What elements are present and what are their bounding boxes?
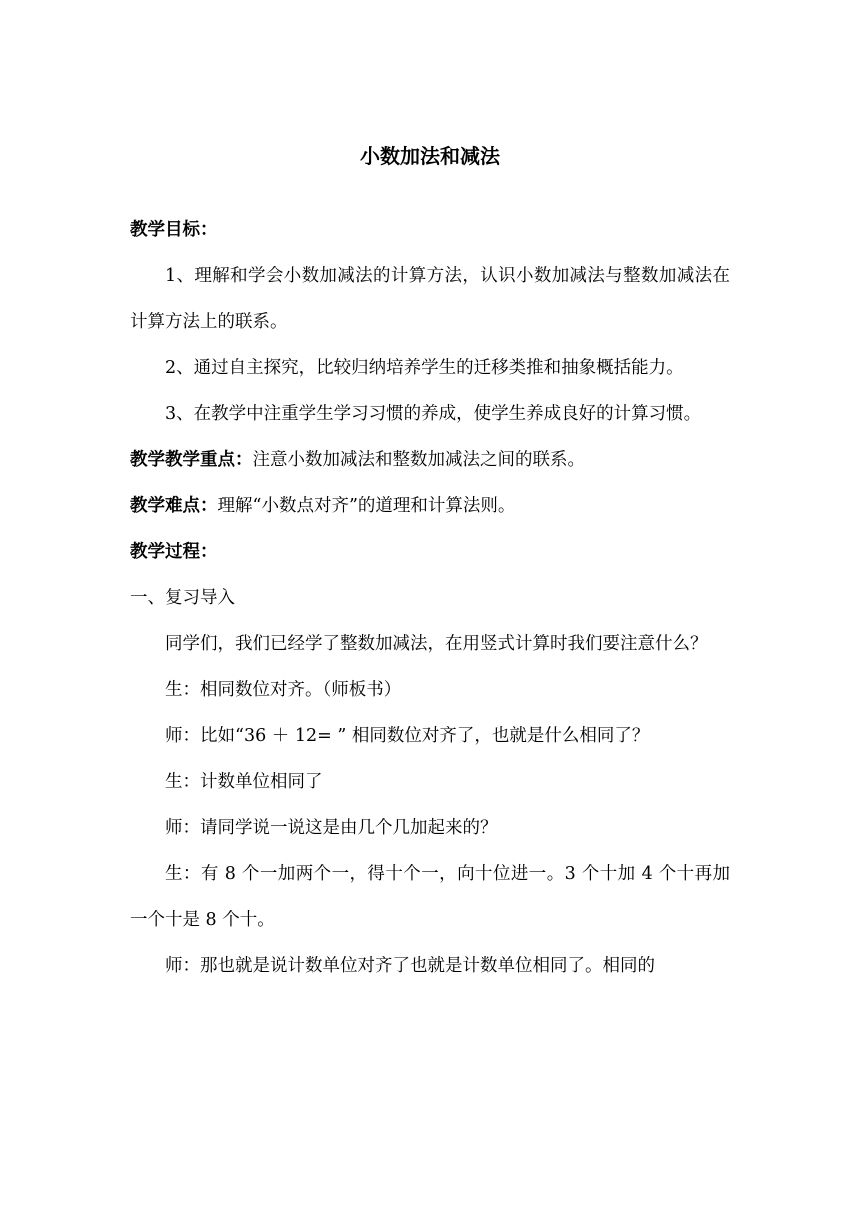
dialogue-paragraph: 生：计数单位相同了 — [165, 772, 323, 792]
key-point-text: 注意小数加减法和整数加减法之间的联系。 — [252, 450, 585, 470]
key-point-paragraph — [130, 437, 730, 483]
objective-item: 1、理解和学会小数加减法的计算方法，认识小数加减法与整数加减法在计算方法上的联系。 — [130, 266, 730, 332]
difficulty-label: 教学难点： — [130, 496, 218, 516]
objectives-heading: 教学目标： — [130, 220, 218, 240]
document-title: 小数加法和减法 — [360, 144, 500, 168]
dialogue-paragraph: 师：请同学说一说这是由几个几加起来的？ — [165, 818, 498, 838]
key-point-label: 教学教学重点： — [130, 450, 253, 470]
dialogue-paragraph: 师：那也就是说计数单位对齐了也就是计数单位相同了。相同的 — [165, 956, 655, 976]
objective-item: 3、在教学中注重学生学习习惯的养成，使学生养成良好的计算习惯。 — [165, 404, 702, 424]
dialogue-paragraph: 师：比如“36 ＋ 12= ” 相同数位对齐了，也就是什么相同了？ — [165, 726, 650, 746]
document-body — [130, 207, 730, 989]
dialogue-paragraph: 同学们，我们已经学了整数加减法，在用竖式计算时我们要注意什么？ — [165, 634, 708, 654]
process-heading: 教学过程： — [130, 542, 218, 562]
dialogue-paragraph: 生：有 8 个一加两个一，得十个一，向十位进一。3 个十加 4 个十再加一个十是 8 个十。 — [130, 864, 730, 930]
dialogue-paragraph: 生：相同数位对齐。（师板书） — [165, 680, 402, 700]
difficulty-paragraph — [130, 483, 730, 529]
objective-item: 2、通过自主探究，比较归纳培养学生的迁移类推和抽象概括能力。 — [165, 358, 684, 378]
difficulty-text: 理解“小数点对齐”的道理和计算法则。 — [217, 496, 516, 516]
section-heading: 一、复习导入 — [130, 588, 235, 608]
